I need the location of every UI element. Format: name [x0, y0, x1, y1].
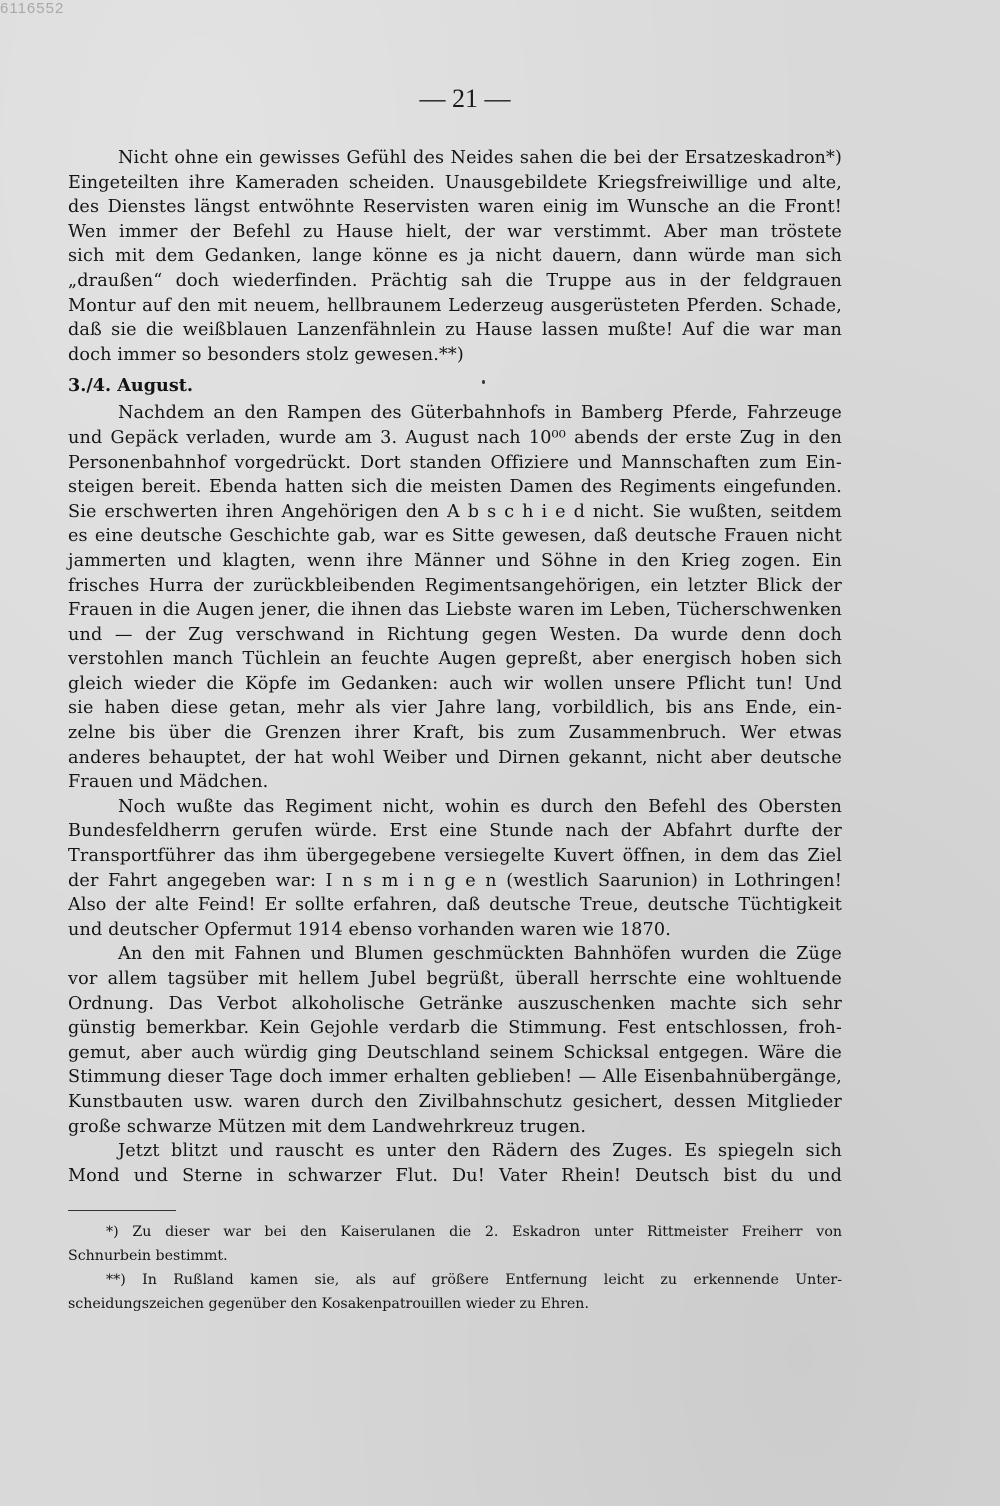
archive-stamp: 6116552 — [0, 0, 65, 17]
text-line: jammerten und klagten, wenn ihre Männer und Söhne in den Krieg zogen. Ein — [68, 550, 842, 571]
text-line: des Dienstes längst entwöhnte Reservisten waren einig im Wunsche an die Front! — [68, 197, 842, 218]
text-line: Nachdem an den Rampen des Güterbahnhofs in Bamberg Pferde, Fahrzeuge — [118, 403, 842, 424]
text-line: frisches Hurra der zurückbleibenden Regimentsangehörigen, ein letzter Blick der — [68, 575, 842, 596]
text-line: es eine deutsche Geschichte gab, war es Sitte gewesen, daß deutsche Frauen nicht — [68, 526, 842, 547]
text-line: Jetzt blitzt und rauscht es unter den Rädern des Zuges. Es spiegeln sich — [118, 1141, 842, 1162]
text-line: Kunstbauten usw. waren durch den Zivilbahnschutz gesichert, dessen Mitglieder — [68, 1091, 842, 1112]
text-line: Eingeteilten ihre Kameraden scheiden. Unausgebildete Kriegsfreiwillige und alte, — [68, 172, 842, 193]
body-text — [68, 146, 842, 1188]
text-line: große schwarze Mützen mit dem Landwehrkreuz trugen. — [68, 1116, 587, 1137]
text-line: und Gepäck verladen, wurde am 3. August nach 10⁰⁰ abends der erste Zug in den — [68, 427, 842, 448]
text-line: Sie erschwerten ihren Angehörigen den A b s c h i e d nicht. Sie wußten, seitdem — [68, 501, 842, 522]
footnote-line: *) Zu dieser war bei den Kaiserulanen die 2. Eskadron unter Rittmeister Freiherr von — [106, 1224, 842, 1240]
ink-speck — [482, 380, 485, 384]
text-line: Wen immer der Befehl zu Hause hielt, der war verstimmt. Aber man tröstete — [68, 221, 842, 242]
text-line: Montur auf den mit neuem, hellbraunem Lederzeug ausgerüsteten Pferden. Schade, — [68, 295, 842, 316]
text-line: günstig bemerkbar. Kein Gejohle verdarb die Stimmung. Fest entschlossen, froh- — [68, 1018, 842, 1039]
text-line: sich mit dem Gedanken, lange könne es ja nicht dauern, dann würde man sich — [68, 246, 842, 267]
section-heading: 3./4. August. — [68, 375, 193, 397]
text-line: „draußen“ doch wiederfinden. Prächtig sah die Truppe aus in der feldgrauen — [68, 270, 842, 291]
text-line: Ordnung. Das Verbot alkoholische Getränke auszuschenken machte sich sehr — [68, 993, 842, 1014]
footnote-divider — [68, 1210, 176, 1211]
text-line: Frauen und Mädchen. — [68, 772, 269, 793]
text-line: gleich wieder die Köpfe im Gedanken: auch wir wollen unsere Pflicht tun! Und — [68, 673, 842, 694]
text-line: Stimmung dieser Tage doch immer erhalten geblieben! — Alle Eisenbahnübergänge, — [68, 1067, 842, 1088]
text-line: Transportführer das ihm übergegebene versiegelte Kuvert öffnen, in dem das Ziel — [68, 846, 842, 867]
text-line: Nicht ohne ein gewisses Gefühl des Neides sahen die bei der Ersatzeskadron*) — [118, 148, 842, 168]
text-line: zelne bis über die Grenzen ihrer Kraft, bis zum Zusammenbruch. Wer etwas — [68, 723, 842, 744]
footnote-line: Schnurbein bestimmt. — [68, 1248, 228, 1264]
text-line: An den mit Fahnen und Blumen geschmückten Bahnhöfen wurden die Züge — [118, 944, 842, 965]
text-line: Bundesfeldherrn gerufen würde. Erst eine Stunde nach der Abfahrt durfte der — [68, 821, 842, 842]
text-line: Personenbahnhof vorgedrückt. Dort standen Offiziere und Mannschaften zum Ein- — [68, 452, 842, 473]
text-line: daß sie die weißblauen Lanzenfähnlein zu Hause lassen mußte! Auf die war man — [68, 320, 842, 341]
text-line: steigen bereit. Ebenda hatten sich die meisten Damen des Regiments eingefunden. — [68, 477, 842, 498]
text-line: anderes behauptet, der hat wohl Weiber und Dirnen gekannt, nicht aber deutsche — [68, 747, 842, 768]
footnote-line: **) In Rußland kamen sie, als auf größere Entfernung leicht zu erkennende Unter- — [106, 1272, 842, 1288]
text-line: verstohlen manch Tüchlein an feuchte Augen gepreßt, aber energisch hoben sich — [68, 649, 842, 670]
footnotes — [68, 1220, 842, 1316]
text-line: gemut, aber auch würdig ging Deutschland seinem Schicksal entgegen. Wäre die — [68, 1042, 842, 1063]
text-line: Frauen in die Augen jener, die ihnen das Liebste waren im Leben, Tücherschwenken — [68, 600, 842, 621]
text-line: doch immer so besonders stolz gewesen.**) — [68, 344, 464, 365]
text-line: Also der alte Feind! Er sollte erfahren, daß deutsche Treue, deutsche Tüchtigkeit — [68, 895, 842, 916]
page-number: — 21 — — [419, 84, 511, 113]
text-line: und deutscher Opfermut 1914 ebenso vorhanden waren wie 1870. — [68, 919, 671, 940]
text-line: Mond und Sterne in schwarzer Flut. Du! Vater Rhein! Deutsch bist du und — [68, 1165, 842, 1186]
text-line: Noch wußte das Regiment nicht, wohin es durch den Befehl des Obersten — [118, 796, 842, 817]
text-line: der Fahrt angegeben war: I n s m i n g e n (westlich Saarunion) in Lothringen! — [68, 870, 842, 891]
footnote-line: scheidungszeichen gegenüber den Kosakenpatrouillen wieder zu Ehren. — [68, 1296, 589, 1312]
text-line: vor allem tagsüber mit hellem Jubel begrüßt, überall herrschte eine wohltuende — [68, 969, 842, 989]
text-line: und — der Zug verschwand in Richtung gegen Westen. Da wurde denn doch — [68, 624, 842, 645]
text-line: sie haben diese getan, mehr als vier Jahre lang, vorbildlich, bis ans Ende, ein- — [68, 698, 842, 719]
